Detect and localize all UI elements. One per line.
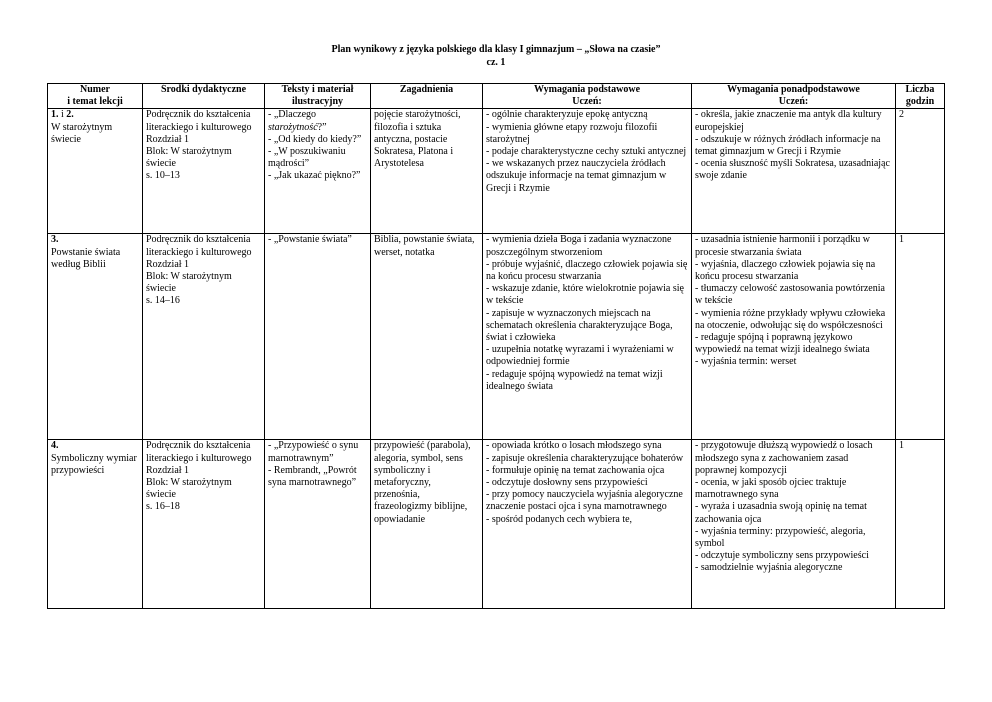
header-liczba: Liczba godzin [896, 84, 945, 109]
basic-requirements: - wymienia dzieła Boga i zadania wyznaczone poszczególnym stworzeniom - próbuje wyjaśnić, dlaczego człowiek pojawia się na końcu procesu stwarzania - wskazuje zdanie, które wielokrotnie pojawia się w tekście - zapisuje w wyznaczonych miejscach na schematach określenia charakteryzujące Boga, świat i człowieka - uzupełnia notatkę wyrazami i wyrażeniami w odpowiedniej formie - redaguje spójną wypowiedź na temat wizji idealnego świata [483, 234, 692, 440]
table-row [48, 440, 945, 609]
basic-requirements: - opowiada krótko o losach młodszego syna - zapisuje określenia charakteryzujące bohaterów - formułuje opinię na temat zachowania ojca - odczytuje dosłowny sens przypowieści - przy pomocy nauczyciela wyjaśnia alegoryczne znaczenie postaci ojca i syna marnotrawnego - spośród podanych cech wybiera te, [483, 440, 692, 609]
texts-materials: - „Powstanie świata” [265, 234, 371, 440]
header-ponadpodstawowe: Wymagania ponadpodstawowe Uczeń: [692, 84, 896, 109]
texts-materials: - „Dlaczego starożytność?” - „Od kiedy do kiedy?” - „W poszukiwaniu mądrości” - „Jak ukazać piękno?” [265, 109, 371, 234]
teaching-aids: Podręcznik do kształcenia literackiego i kulturowego Rozdział 1 Blok: W starożytnym świecie s. 14–16 [143, 234, 265, 440]
topics: Biblia, powstanie świata, werset, notatka [371, 234, 483, 440]
document-subtitle: cz. 1 [486, 57, 506, 68]
table-row [48, 234, 945, 440]
header-podstawowe: Wymagania podstawowe Uczeń: [483, 84, 692, 109]
advanced-requirements: - uzasadnia istnienie harmonii i porządku w procesie stwarzania świata - wyjaśnia, dlaczego człowiek pojawia się na końcu procesu stwarzania - tłumaczy celowość zastosowania powtórzenia w tekście - wymienia różne przykłady wpływu człowieka na otoczenie, odwołując się do współczesności - redaguje spójną i poprawną językowo wypowiedź na temat wizji idealnego świata - wyjaśnia termin: werset [692, 234, 896, 440]
advanced-requirements: - określa, jakie znaczenie ma antyk dla kultury europejskiej - odszukuje w różnych źródłach informacje na temat gimnazjum w Grecji i Rzymie - ocenia słuszność myśli Sokratesa, uzasadniając swoje zdanie [692, 109, 896, 234]
lesson-number-topic: 1. i 2. W starożytnym świecie [48, 109, 143, 234]
texts-materials: - „Przypowieść o synu marnotrawnym” - Rembrandt, „Powrót syna marnotrawnego” [265, 440, 371, 609]
header-numer: Numer i temat lekcji [48, 84, 143, 109]
hours-count: 2 [896, 109, 945, 234]
teaching-aids: Podręcznik do kształcenia literackiego i kulturowego Rozdział 1 Blok: W starożytnym świecie s. 16–18 [143, 440, 265, 609]
advanced-requirements: - przygotowuje dłuższą wypowiedź o losach młodszego syna z zachowaniem zasad poprawnej kompozycji - ocenia, w jaki sposób ojciec traktuje marnotrawnego syna - wyraża i uzasadnia swoją opinię na temat zachowania ojca - wyjaśnia terminy: przypowieść, alegoria, symbol - odczytuje symboliczny sens przypowieści - samodzielnie wyjaśnia alegoryczne [692, 440, 896, 609]
header-zagadnienia: Zagadnienia [371, 84, 483, 109]
topics: pojęcie starożytności, filozofia i sztuka antyczna, postacie Sokratesa, Platona i Arystotelesa [371, 109, 483, 234]
basic-requirements: - ogólnie charakteryzuje epokę antyczną - wymienia główne etapy rozwoju filozofii starożytnej - podaje charakterystyczne cechy sztuki antycznej - we wskazanych przez nauczyciela źródłach odszukuje informacje na temat gimnazjum w Grecji i Rzymie [483, 109, 692, 234]
topics: przypowieść (parabola), alegoria, symbol, sens symboliczny i metaforyczny, przenośnia, frazeologizmy biblijne, opowiadanie [371, 440, 483, 609]
document-title: Plan wynikowy z języka polskiego dla klasy I gimnazjum – „Słowa na czasie” [331, 44, 661, 55]
header-row [48, 84, 945, 109]
plan-table [47, 83, 945, 609]
header-teksty: Teksty i materiał ilustracyjny [265, 84, 371, 109]
hours-count: 1 [896, 440, 945, 609]
table-row [48, 109, 945, 234]
header-srodki: Środki dydaktyczne [143, 84, 265, 109]
lesson-number-topic: 3. Powstanie świata według Biblii [48, 234, 143, 440]
lesson-number-topic: 4. Symboliczny wymiar przypowieści [48, 440, 143, 609]
teaching-aids: Podręcznik do kształcenia literackiego i kulturowego Rozdział 1 Blok: W starożytnym świecie s. 10–13 [143, 109, 265, 234]
hours-count: 1 [896, 234, 945, 440]
